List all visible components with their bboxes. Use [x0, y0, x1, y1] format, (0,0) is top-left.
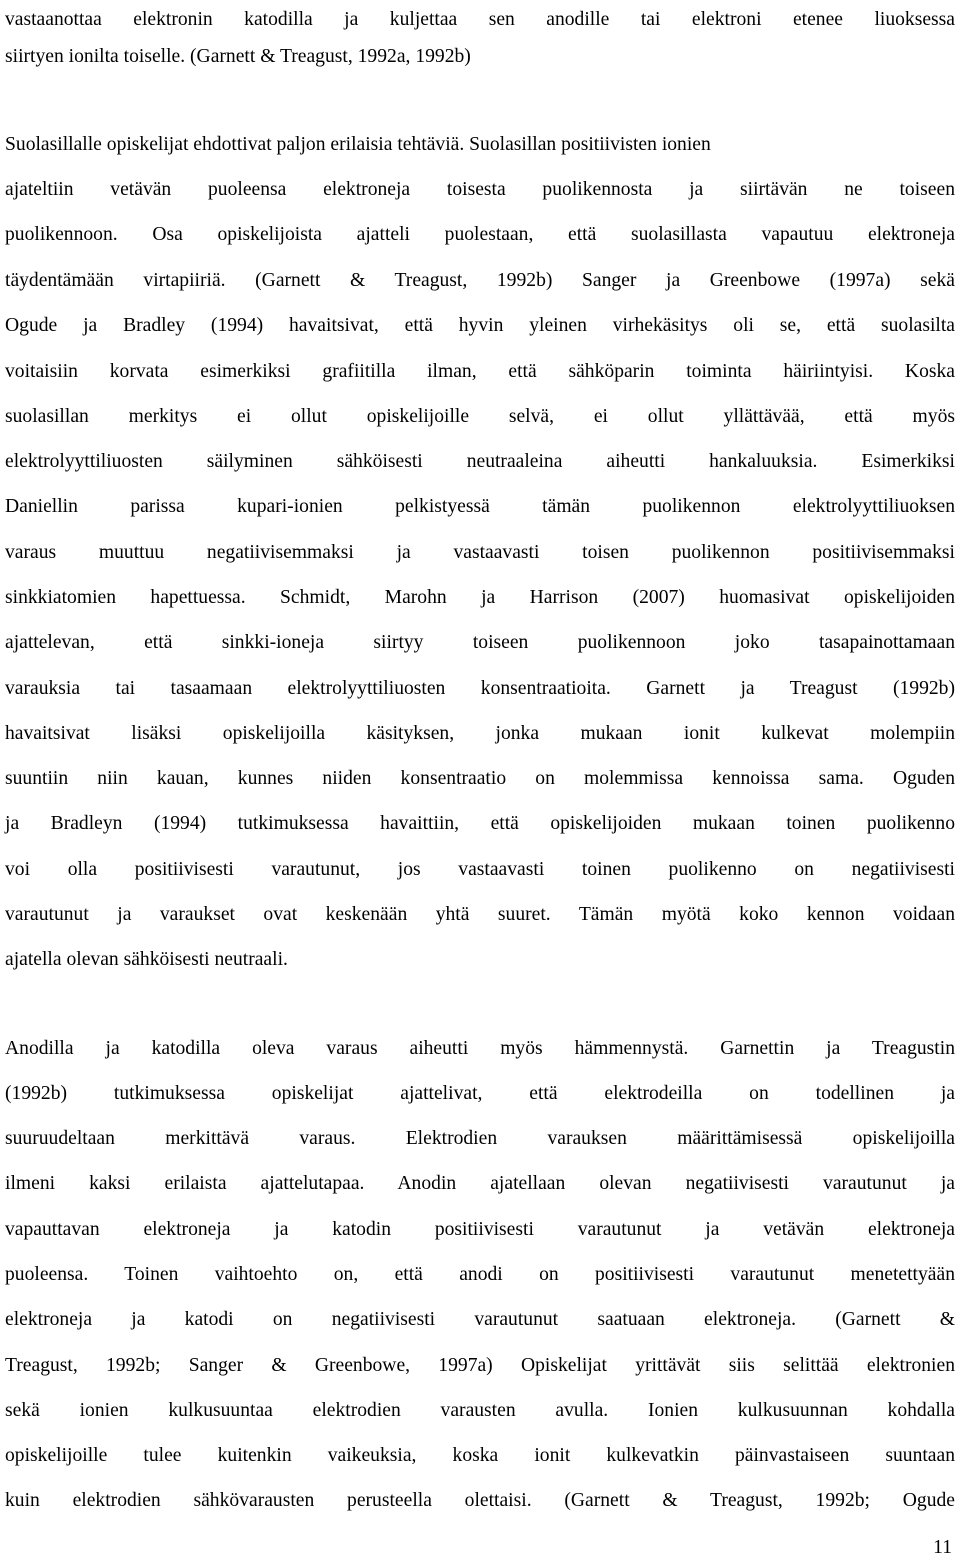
paragraph-3-line-6: puoleensa. Toinen vaihtoehto on, että anodi on positiivisesti varautunut menetettyään	[5, 1264, 955, 1285]
paragraph-2-line-16: ja Bradleyn (1994) tutkimuksessa havaittiin, että opiskelijoiden mukaan toinen puolikenno	[5, 813, 955, 834]
paragraph-2-line-8: elektrolyyttiliuosten säilyminen sähköisesti neutraaleina aiheutti hankaluuksia. Esimerkiksi	[5, 451, 955, 472]
paragraph-2-line-1: Suolasillalle opiskelijat ehdottivat paljon erilaisia tehtäviä. Suolasillan positiivisten ionien	[5, 134, 711, 155]
paragraph-2-line-7: suolasillan merkitys ei ollut opiskelijoille selvä, ei ollut yllättävää, että myös	[5, 406, 955, 427]
paragraph-3-line-7: elektroneja ja katodi on negatiivisesti varautunut saatuaan elektroneja. (Garnett &	[5, 1309, 955, 1330]
paragraph-2-line-14: havaitsivat lisäksi opiskelijoilla käsityksen, jonka mukaan ionit kulkevat molempiin	[5, 723, 955, 744]
paragraph-2-line-10: varaus muuttuu negatiivisemmaksi ja vastaavasti toisen puolikennon positiivisemmaksi	[5, 542, 955, 563]
paragraph-2-line-5: Ogude ja Bradley (1994) havaitsivat, että hyvin yleinen virhekäsitys oli se, että suolasilta	[5, 315, 955, 336]
paragraph-2-line-9: Daniellin parissa kupari-ionien pelkistyessä tämän puolikennon elektrolyyttiliuoksen	[5, 496, 955, 517]
paragraph-2-line-11: sinkkiatomien hapettuessa. Schmidt, Marohn ja Harrison (2007) huomasivat opiskelijoiden	[5, 587, 955, 608]
paragraph-3-line-2: (1992b) tutkimuksessa opiskelijat ajattelivat, että elektrodeilla on todellinen ja	[5, 1083, 955, 1104]
paragraph-2-line-4: täydentämään virtapiiriä. (Garnett & Treagust, 1992b) Sanger ja Greenbowe (1997a) sekä	[5, 270, 955, 291]
paragraph-3-line-10: opiskelijoille tulee kuitenkin vaikeuksia, koska ionit kulkevatkin päinvastaiseen suuntaan	[5, 1445, 955, 1466]
paragraph-1-line-1: vastaanottaa elektronin katodilla ja kuljettaa sen anodille tai elektroni etenee liuoksessa	[5, 9, 955, 30]
paragraph-2-line-17: voi olla positiivisesti varautunut, jos vastaavasti toinen puolikenno on negatiivisesti	[5, 859, 955, 880]
paragraph-2-line-13: varauksia tai tasaamaan elektrolyyttiliuosten konsentraatioita. Garnett ja Treagust (1992b)	[5, 678, 955, 699]
paragraph-3-line-3: suuruudeltaan merkittävä varaus. Elektrodien varauksen määrittämisessä opiskelijoilla	[5, 1128, 955, 1149]
paragraph-3-line-11: kuin elektrodien sähkövarausten perusteella olettaisi. (Garnett & Treagust, 1992b; Ogude	[5, 1490, 955, 1511]
paragraph-2-line-18: varautunut ja varaukset ovat keskenään yhtä suuret. Tämän myötä koko kennon voidaan	[5, 904, 955, 925]
paragraph-3-line-9: sekä ionien kulkusuuntaa elektrodien varausten avulla. Ionien kulkusuunnan kohdalla	[5, 1400, 955, 1421]
paragraph-2-line-15: suuntiin niin kauan, kunnes niiden konsentraatio on molemmissa kennoissa sama. Oguden	[5, 768, 955, 789]
paragraph-2-line-6: voitaisiin korvata esimerkiksi grafiitilla ilman, että sähköparin toiminta häiriintyisi. Koska	[5, 361, 955, 382]
paragraph-2-line-2: ajateltiin vetävän puoleensa elektroneja toisesta puolikennosta ja siirtävän ne toiseen	[5, 179, 955, 200]
paragraph-2-line-12: ajattelevan, että sinkki-ioneja siirtyy toiseen puolikennoon joko tasapainottamaan	[5, 632, 955, 653]
paragraph-2-line-3: puolikennoon. Osa opiskelijoista ajatteli puolestaan, että suolasillasta vapautuu elektroneja	[5, 224, 955, 245]
paragraph-3-line-8: Treagust, 1992b; Sanger & Greenbowe, 1997a) Opiskelijat yrittävät siis selittää elektronien	[5, 1355, 955, 1376]
paragraph-2-line-19: ajatella olevan sähköisesti neutraali.	[5, 949, 288, 970]
paragraph-1-line-2: siirtyen ionilta toiselle. (Garnett & Treagust, 1992a, 1992b)	[5, 46, 471, 67]
paragraph-3-line-5: vapauttavan elektroneja ja katodin positiivisesti varautunut ja vetävän elektroneja	[5, 1219, 955, 1240]
paragraph-3-line-4: ilmeni kaksi erilaista ajattelutapaa. Anodin ajatellaan olevan negatiivisesti varautunut ja	[5, 1173, 955, 1194]
paragraph-3-line-1: Anodilla ja katodilla oleva varaus aiheutti myös hämmennystä. Garnettin ja Treagustin	[5, 1038, 955, 1059]
page-number: 11	[933, 1537, 952, 1558]
